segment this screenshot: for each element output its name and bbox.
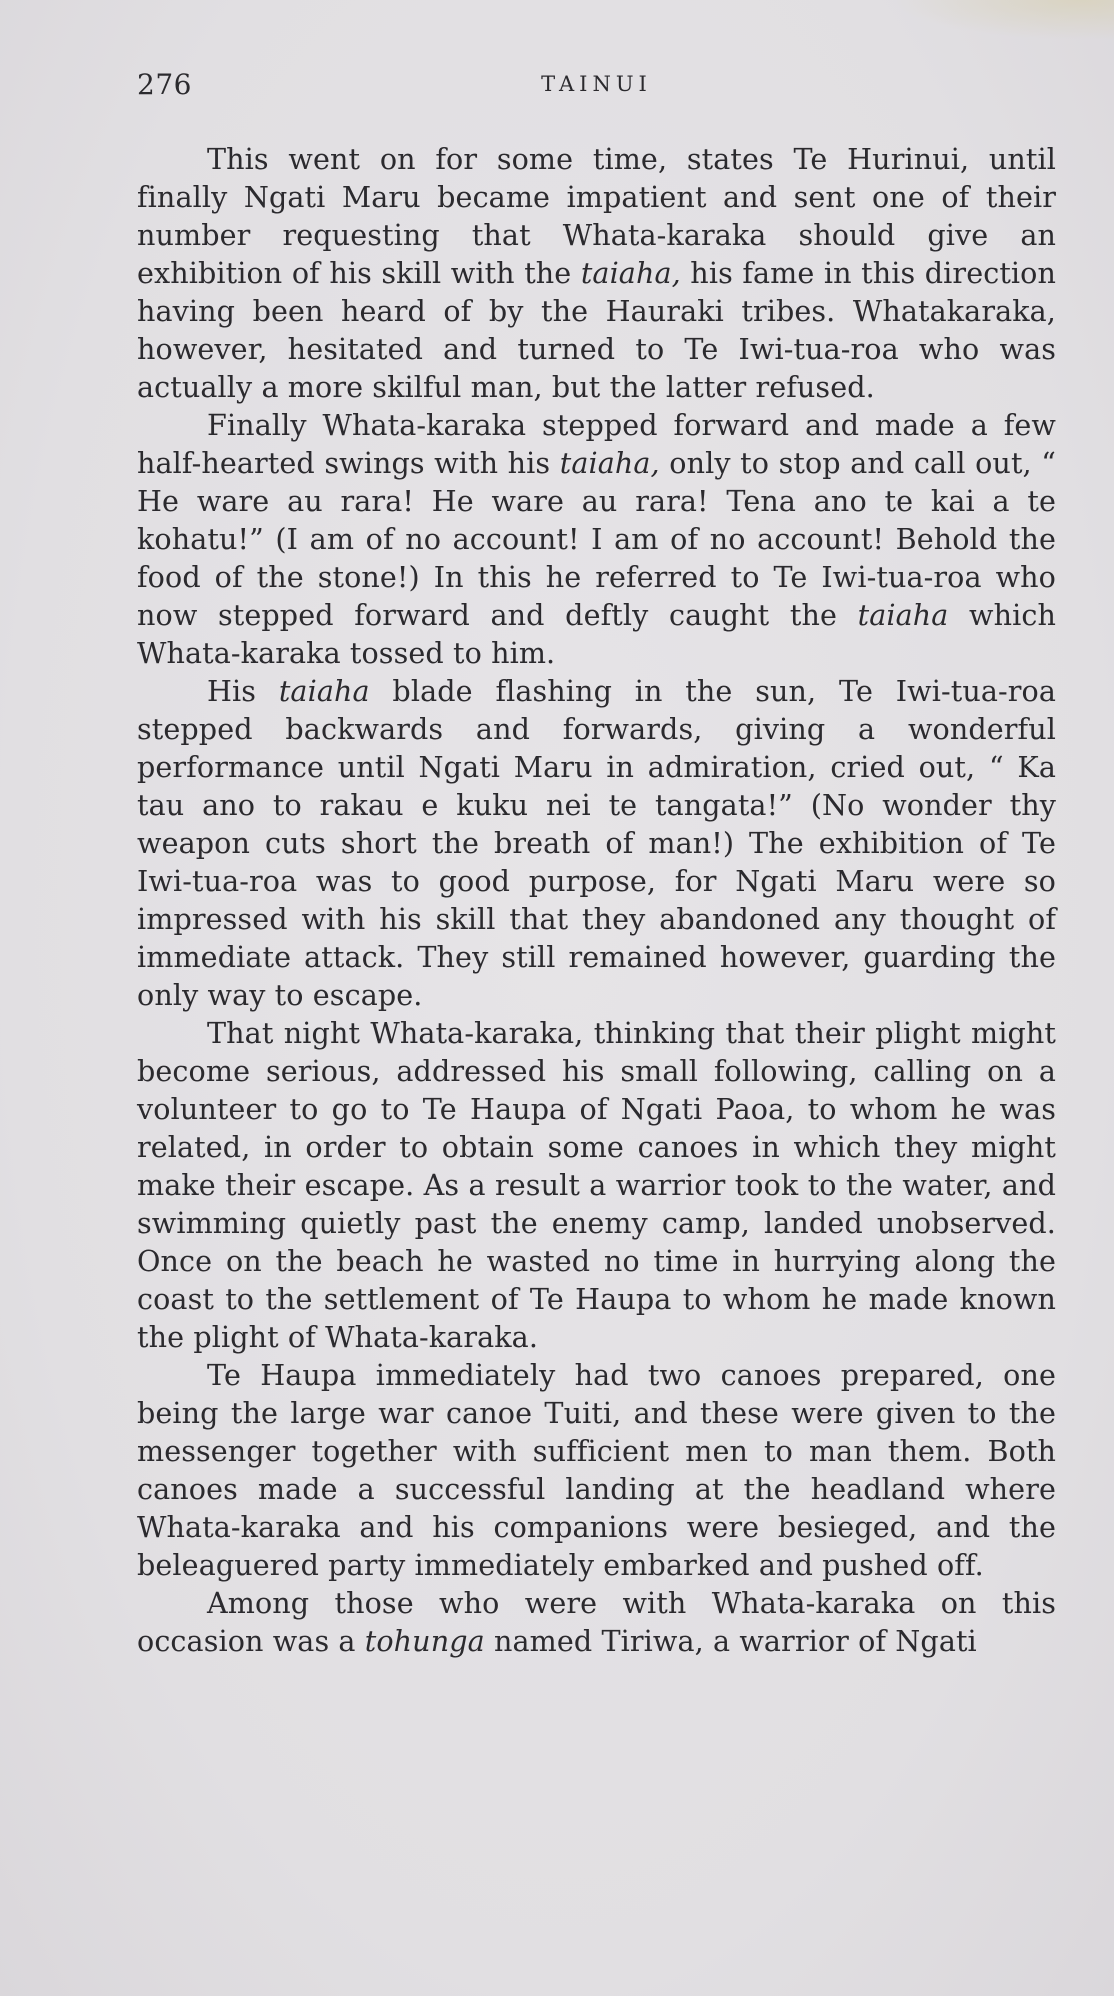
page-header: [137, 68, 1056, 108]
page-stain: [894, 0, 1114, 40]
text-segment: His: [207, 674, 279, 708]
paragraph: [137, 1014, 1056, 1356]
text-segment: blade flashing in the sun, Te Iwi-tua-roa stepped backwards and forwards, giving a wonderful performance until Ngati Maru in admiration, cried out, “ Ka tau ano to rakau e kuku nei te tangata!” (No wonder thy weapon cuts short the breath of man!) The exhibition of Te Iwi-tua-roa was to good purpose, for Ngati Maru were so impressed with his skill that they abandoned any thought of immediate attack. They still remained however, guarding the only way to escape.: [137, 674, 1056, 1012]
text-segment: only to stop and call out, “ He ware au rara! He ware au rara! Tena ano te kai a te kohatu!” (I am of no account! I am of no account! Behold the food of the stone!) In this he referred to Te Iwi-tua-roa who now stepped forward and deftly caught the: [137, 446, 1056, 632]
paragraph: [137, 672, 1056, 1014]
italic-term: tohunga: [364, 1624, 485, 1658]
italic-term: taiaha: [278, 674, 370, 708]
text-segment: That night Whata-karaka, thinking that their plight might become serious, addressed his small following, calling on a volunteer to go to Te Haupa of Ngati Paoa, to whom he was related, in order to obtain some canoes in which they might make their escape. As a result a warrior took to the water, and swimming quietly past the enemy camp, landed unobserved. Once on the beach he wasted no time in hurrying along the coast to the settlement of Te Haupa to whom he made known the plight of Whata-karaka.: [137, 1016, 1056, 1354]
text-segment: Among those who were with Whata-karaka on this occasion was a: [137, 1586, 1056, 1658]
paragraph: [137, 1356, 1056, 1584]
italic-term: taiaha,: [559, 446, 660, 480]
paragraph: [137, 1584, 1056, 1660]
paragraph: [137, 406, 1056, 672]
page-number: 276: [137, 68, 192, 101]
text-segment: which Whata-karaka tossed to him.: [137, 598, 1056, 670]
text-segment: named Tiriwa, a warrior of Ngati: [484, 1624, 977, 1658]
paragraph: [137, 140, 1056, 406]
text-segment: his fame in this direction having been heard of by the Hauraki tribes. Whatakaraka, however, hesitated and turned to Te Iwi-tua-roa who was actually a more skilful man, but the latter refused.: [137, 256, 1056, 404]
text-segment: Te Haupa immediately had two canoes prepared, one being the large war canoe Tuiti, and these were given to the messenger together with sufficient men to man them. Both canoes made a successful landing at the headland where Whata-karaka and his companions were besieged, and the beleaguered party immediately embarked and pushed off.: [137, 1358, 1056, 1582]
italic-term: taiaha: [857, 598, 949, 632]
italic-term: taiaha,: [580, 256, 681, 290]
body-text: [137, 140, 1056, 1660]
running-title: TAINUI: [541, 72, 652, 96]
text-segment: This went on for some time, states Te Hurinui, until finally Ngati Maru became impatient and sent one of their number requesting that Whata-karaka should give an exhibition of his skill with the: [137, 142, 1056, 290]
text-segment: Finally Whata-karaka stepped forward and made a few half-hearted swings with his: [137, 408, 1056, 480]
